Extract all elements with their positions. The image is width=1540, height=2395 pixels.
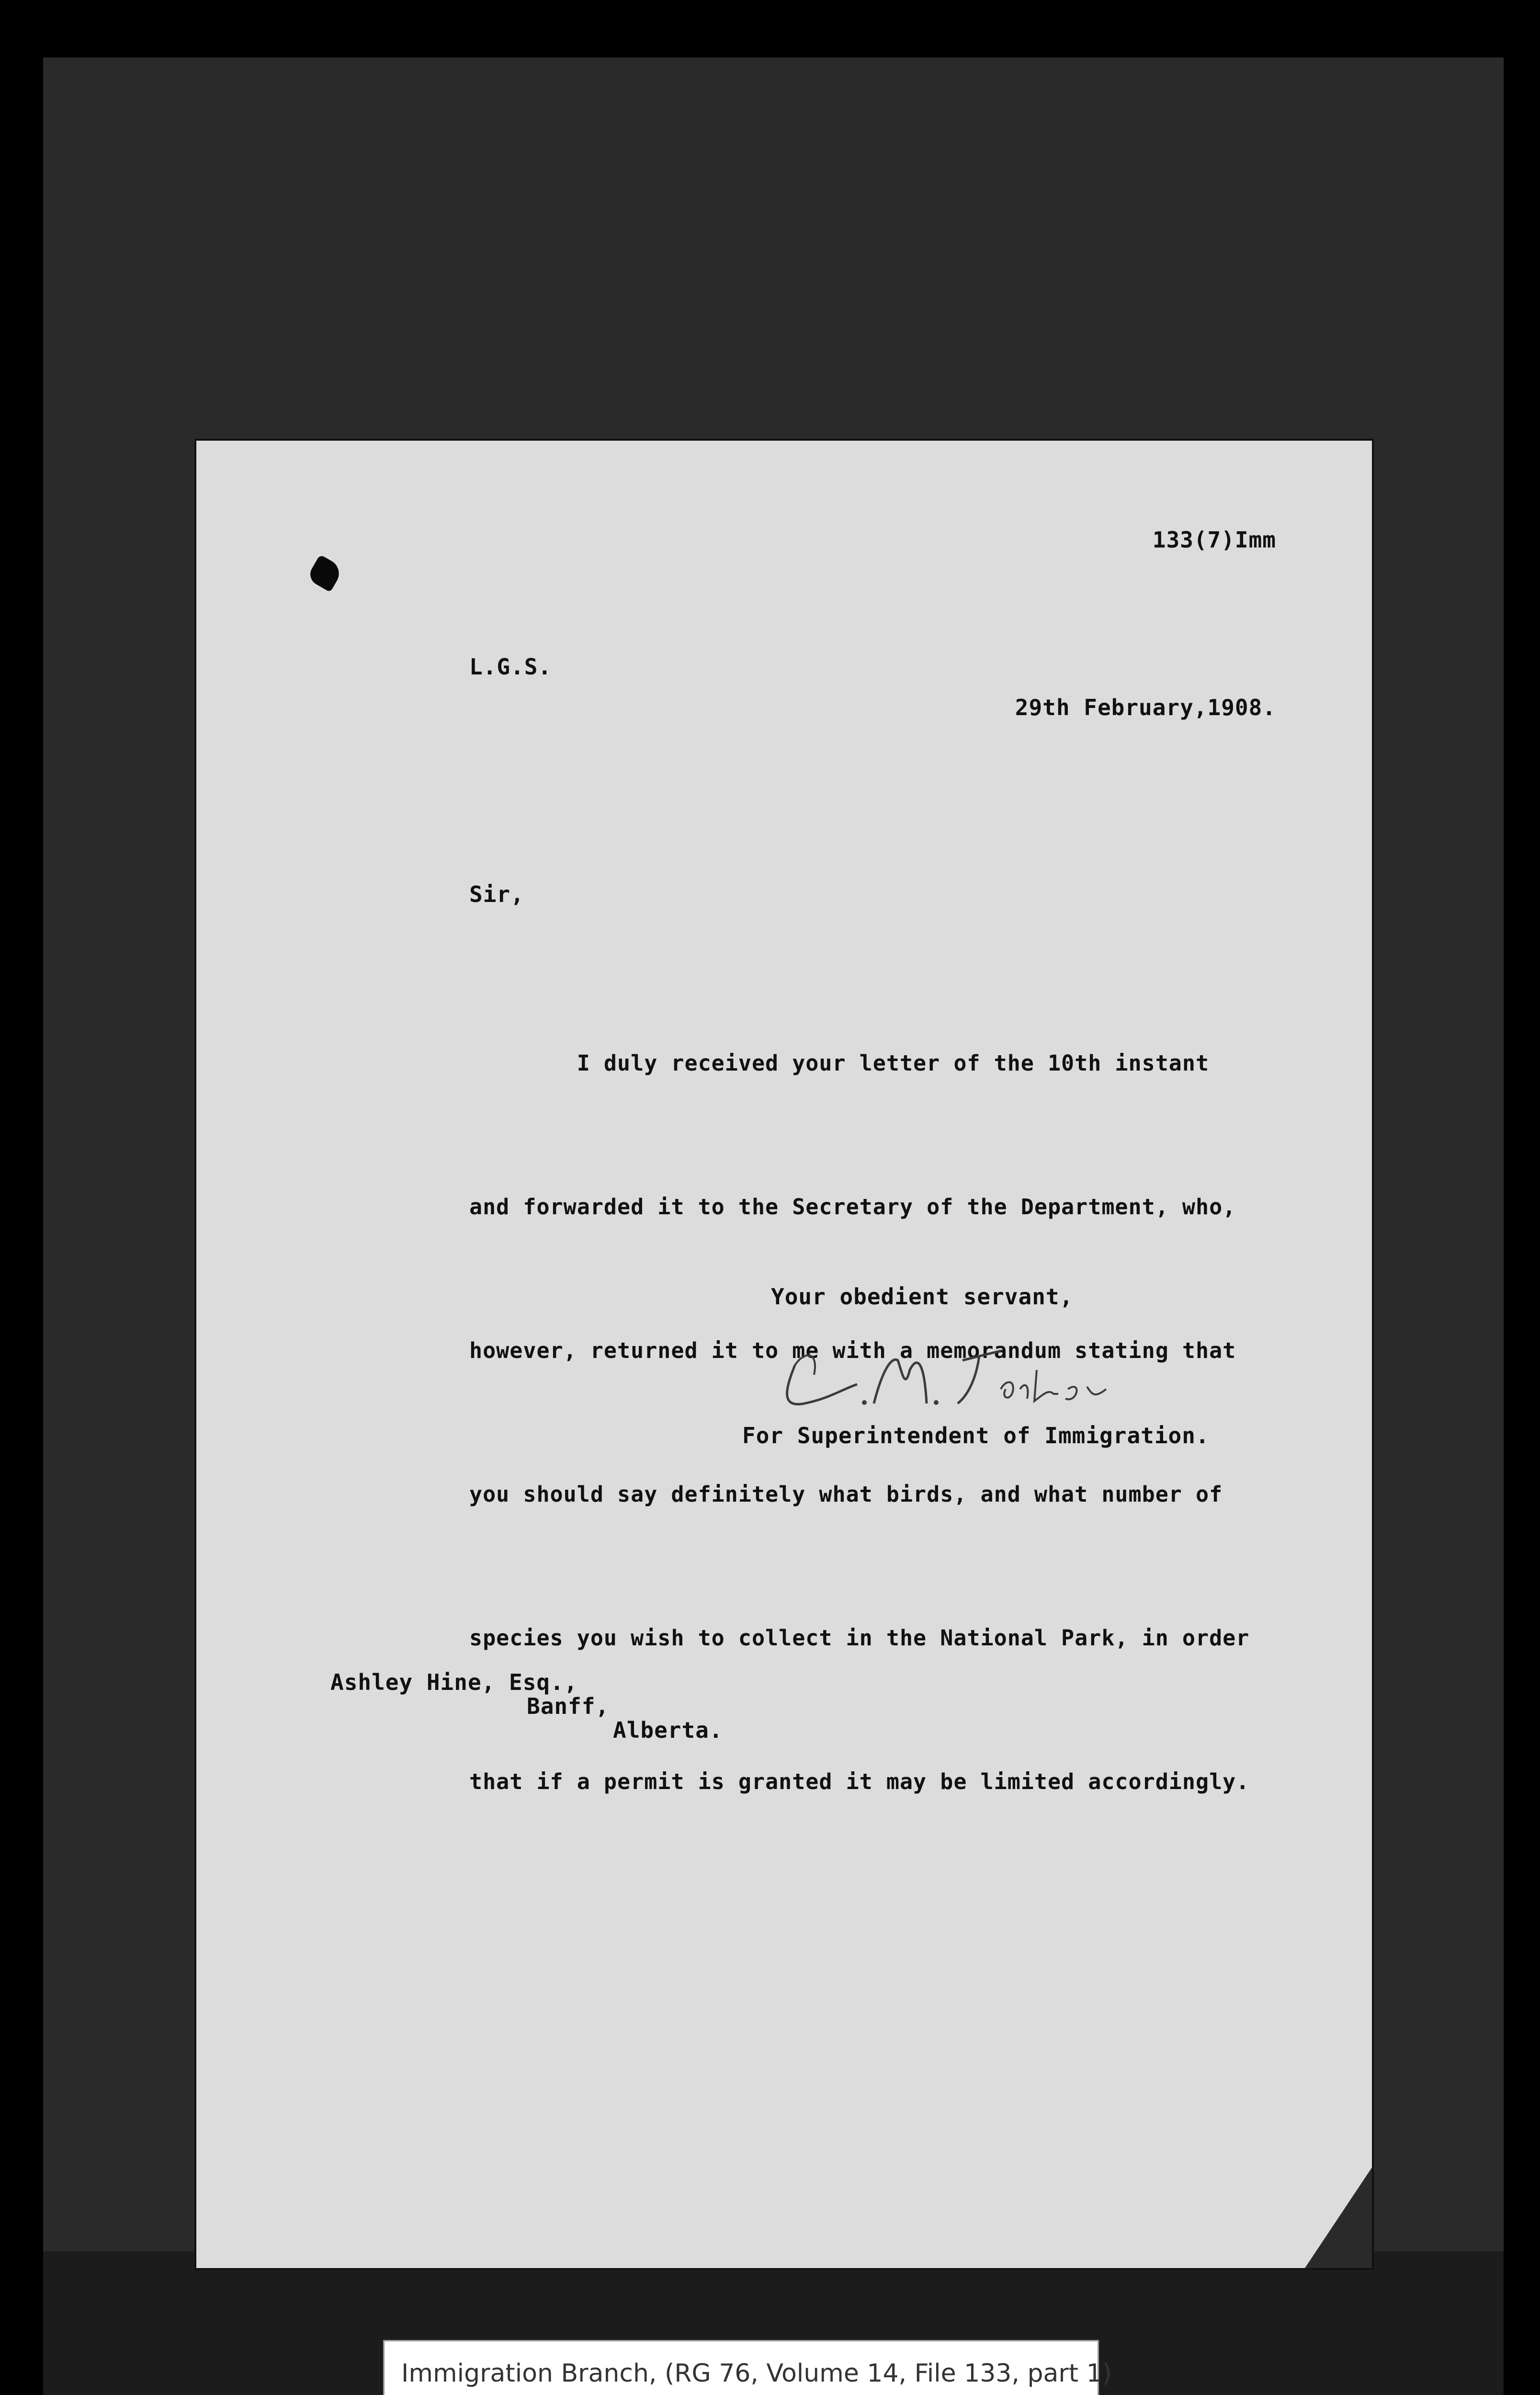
body-line: however, returned it to me with a memorandum stating that — [469, 1338, 1236, 1363]
file-reference: 133(7)Imm — [1152, 527, 1276, 553]
letter-page — [196, 441, 1372, 2268]
punch-mark — [306, 554, 344, 592]
archive-reference-label: Immigration Branch, (RG 76, Volume 14, File 133, part 1) — [383, 2340, 1099, 2395]
handwritten-signature — [776, 1332, 1121, 1427]
body-line: you should say definitely what birds, and what number of — [469, 1482, 1223, 1507]
letter-date: 29th February,1908. — [1015, 695, 1276, 720]
folded-corner — [1305, 2167, 1372, 2268]
addressee-province: Alberta. — [613, 1717, 723, 1743]
signatory-title: For Superintendent of Immigration. — [742, 1423, 1210, 1448]
typist-initials: L.G.S. — [469, 654, 552, 680]
closing: Your obedient servant, — [771, 1284, 1074, 1310]
salutation: Sir, — [469, 881, 524, 907]
body-line: and forwarded it to the Secretary of the Department, who, — [469, 1194, 1236, 1220]
body-line: I duly received your letter of the 10th instant — [469, 1050, 1210, 1076]
body-line: species you wish to collect in the National Park, in order — [469, 1625, 1250, 1651]
addressee-town: Banff, — [527, 1693, 610, 1719]
addressee-name: Ashley Hine, Esq., — [330, 1669, 578, 1695]
body-line: that if a permit is granted it may be limited accordingly. — [469, 1769, 1250, 1794]
